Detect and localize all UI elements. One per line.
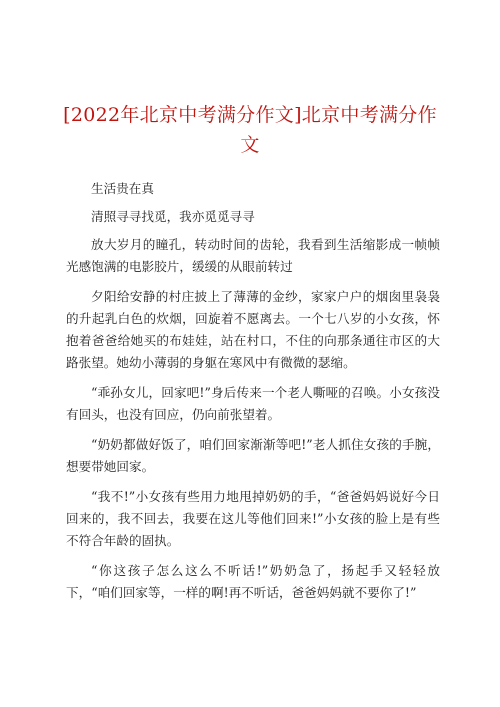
paragraph: 放大岁月的瞳孔，转动时间的齿轮，我看到生活缩影成一帧帧光感饱满的电影胶片，缓缓的从眼前转过 [66,237,440,274]
paragraph: “我不!”小女孩有些用力地甩掉奶奶的手，“爸爸妈妈说好今日回来的，我不回去，我要在这儿等他们回来!”小女孩的脸上是有些不符合年龄的固执。 [66,489,440,548]
paragraph: “你这孩子怎么这么不听话!”奶奶急了，扬起手又轻轻放下，“咱们回家等，一样的啊!再不听话，爸爸妈妈就不要你了!” [66,563,440,600]
paragraph: “乖孙女儿，回家吧!”身后传来一个老人嘶哑的召唤。小女孩没有回头，也没有回应，仍向前张望着。 [66,385,440,422]
document-body [66,178,440,612]
paragraph: 生活贵在真 [91,181,154,196]
document-title: [2022年北京中考满分作文]北京中考满分作文 [63,104,437,156]
paragraph: “奶奶都做好饭了，咱们回家渐渐等吧!”老人抓住女孩的手腕，想要带她回家。 [66,437,440,474]
paragraph: 清照寻寻找觅，我亦觅觅寻寻 [91,209,255,224]
paragraph: 夕阳给安静的村庄披上了薄薄的金纱，家家户户的烟囱里袅袅的升起乳白色的炊烟，回旋着不愿离去。一个七八岁的小女孩，怀抱着爸爸给她买的布娃娃，站在村口，不住的向那条通往市区的大路张望。她幼小薄弱的身躯在寒风中有微微的瑟缩。 [66,289,440,370]
